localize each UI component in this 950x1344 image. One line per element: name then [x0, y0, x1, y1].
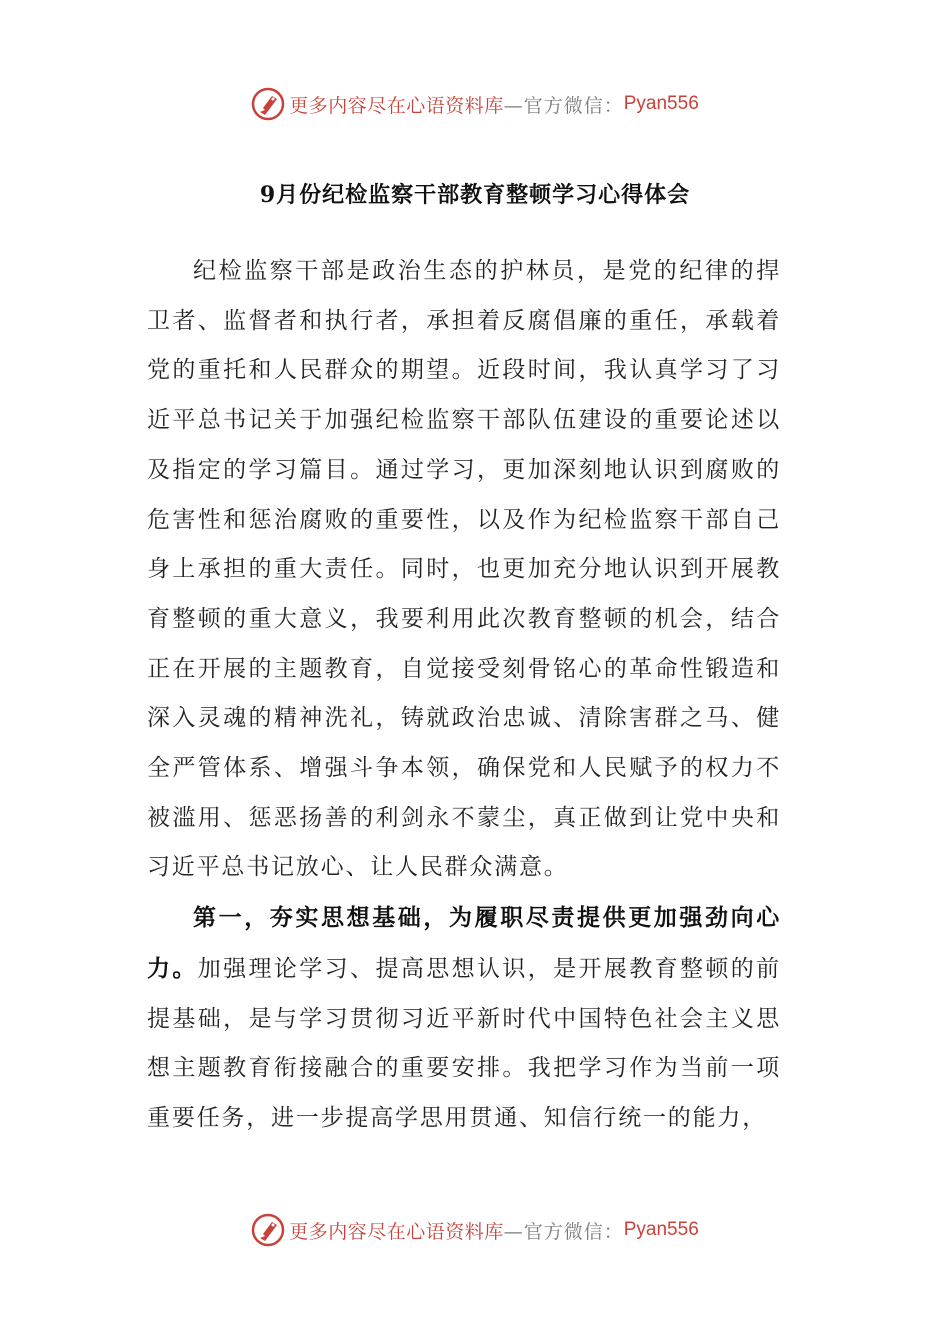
footer-wechat-label: —官方微信：	[503, 1220, 624, 1243]
document-title: 9月份纪检监察干部教育整顿学习心得体会	[259, 182, 691, 208]
paragraph-2-text: 加强理论学习、提高思想认识，是开展教育整顿的前提基础，是与学习贯彻习近平新时代中国特色社会主义思想主题教育衔接融合的重要安排。我把学习作为当前一项重要任务，进一步提高学思用贯通、知信行统一的能力，	[147, 955, 781, 1131]
banner-wechat-label: —官方微信：	[503, 94, 624, 117]
paragraph-2-lead: 第一，夯实思想基础，为履职尽责提供更加强劲向心力。	[147, 904, 781, 982]
header-banner	[0, 84, 950, 124]
paragraph-1-text: 纪检监察干部是政治生态的护林员，是党的纪律的捍卫者、监督者和执行者，承担着反腐倡廉的重任，承载着党的重托和人民群众的期望。近段时间，我认真学习了习近平总书记关于加强纪检监察干部队伍建设的重要论述以及指定的学习篇目。通过学习，更加深刻地认识到腐败的危害性和惩治腐败的重要性，以及作为纪检监察干部自己身上承担的重大责任。同时，也更加充分地认识到开展教育整顿的重大意义，我要利用此次教育整顿的机会，结合正在开展的主题教育，自觉接受刻骨铭心的革命性锻造和深入灵魂的精神洗礼，铸就政治忠诚、清除害群之马、健全严管体系、增强斗争本领，确保党和人民赋予的权力不被滥用、惩恶扬善的利剑永不蒙尘，真正做到让党中央和习近平总书记放心、让人民群众满意。	[147, 258, 781, 881]
footer-slogan: 更多内容尽在心语资料库	[289, 1220, 504, 1243]
banner-slogan: 更多内容尽在心语资料库	[289, 94, 504, 117]
document-body	[147, 246, 781, 1144]
paragraph-2	[147, 893, 781, 1144]
pen-nib-logo-icon	[251, 1213, 285, 1247]
footer-wechat-id: Pyan556	[623, 1219, 699, 1240]
pen-nib-logo-icon	[251, 87, 285, 121]
paragraph-1	[147, 246, 781, 893]
footer-banner	[0, 1210, 950, 1250]
banner-wechat-id: Pyan556	[623, 93, 699, 114]
